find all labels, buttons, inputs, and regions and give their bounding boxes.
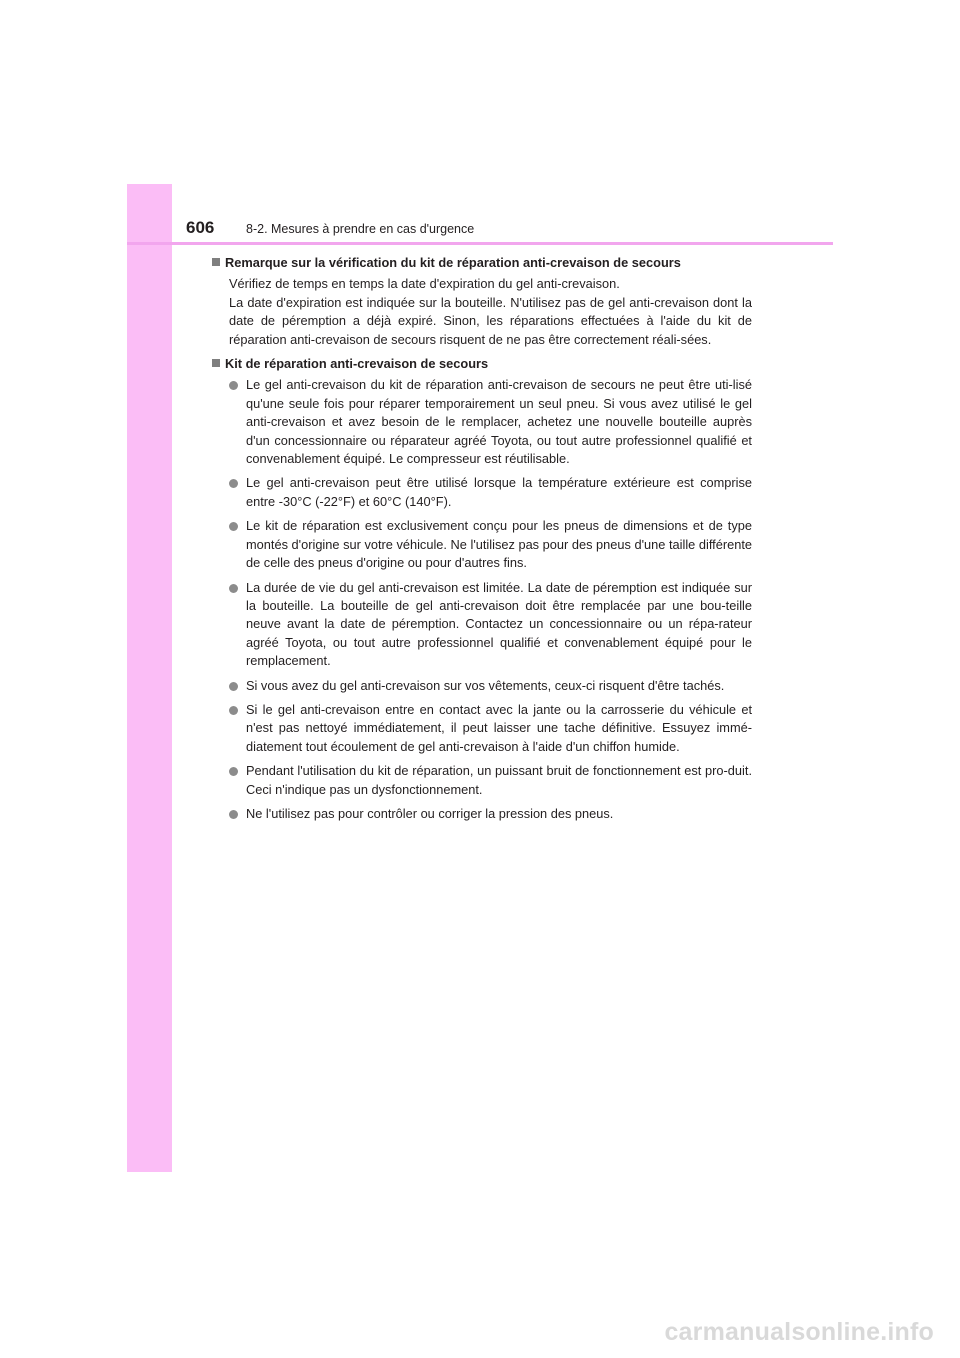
square-bullet-icon bbox=[212, 258, 220, 266]
circle-bullet-icon bbox=[229, 381, 238, 390]
paragraph: Vérifiez de temps en temps la date d'expiration du gel anti-crevaison. bbox=[229, 276, 620, 292]
list-item-text: Ne l'utilisez pas pour contrôler ou corriger la pression des pneus. bbox=[246, 805, 614, 821]
circle-bullet-icon bbox=[229, 767, 238, 776]
list-item bbox=[212, 701, 752, 756]
list-item-text: Le gel anti-crevaison peut être utilisé lorsque la température extérieure est comprise entre -30°C (-22°F) et 60°C (140°F). bbox=[246, 475, 752, 509]
circle-bullet-icon bbox=[229, 706, 238, 715]
page-content bbox=[212, 254, 752, 829]
page-number: 606 bbox=[186, 218, 215, 237]
list-item-text: Pendant l'utilisation du kit de réparation, un puissant bruit de fonctionnement est pro-duit. Ceci n'indique pas un dysfonctionnement. bbox=[246, 763, 752, 797]
list-item-text: La durée de vie du gel anti-crevaison est limitée. La date de péremption est indiquée sur la bouteille. La bouteille de gel anti-crevaison doit être remplacée par une bou-teille neuve avant la date de péremption. Contactez un concessionnaire ou un répa-rateur agréé Toyota, ou tout autre professionnel qualifié et convenablement équipé pour le remplacement. bbox=[246, 579, 752, 669]
section-heading-text: Kit de réparation anti-crevaison de secours bbox=[225, 356, 489, 372]
paragraph: La date d'expiration est indiquée sur la bouteille. N'utilisez pas de gel anti-crevaison dont la date de péremption a déjà expiré. Sinon, les réparations effectuées à l'aide du kit de réparation anti-crevaison de secours risquent de ne pas être correctement réali-sées. bbox=[229, 294, 752, 347]
circle-bullet-icon bbox=[229, 522, 238, 531]
list-item bbox=[212, 376, 752, 468]
circle-bullet-icon bbox=[229, 682, 238, 691]
header-divider bbox=[127, 242, 833, 245]
circle-bullet-icon bbox=[229, 584, 238, 593]
list-item bbox=[212, 677, 752, 695]
circle-bullet-icon bbox=[229, 810, 238, 819]
square-bullet-icon bbox=[212, 359, 220, 367]
list-item bbox=[212, 474, 752, 511]
list-item bbox=[212, 517, 752, 572]
section-kit-check-note bbox=[212, 254, 752, 349]
list-item-text: Si le gel anti-crevaison entre en contact avec la jante ou la carrosserie du véhicule et n'est pas nettoyé immédiatement, il peut laisser une tache définitive. Essuyez immé-diatement tout écoulement de gel anti-crevaison à l'aide d'un chiffon humide. bbox=[246, 701, 752, 754]
chapter-title: 8-2. Mesures à prendre en cas d'urgence bbox=[246, 222, 475, 236]
section-heading bbox=[212, 254, 752, 272]
section-repair-kit bbox=[212, 355, 752, 823]
list-item bbox=[212, 762, 752, 799]
section-heading-text: Remarque sur la vérification du kit de réparation anti-crevaison de secours bbox=[225, 255, 681, 270]
side-color-band bbox=[127, 184, 172, 1172]
watermark-text: carmanualsonline.info bbox=[664, 1318, 934, 1346]
list-item bbox=[212, 805, 752, 823]
list-item-text: Si vous avez du gel anti-crevaison sur vos vêtements, ceux-ci risquent d'être tachés. bbox=[246, 677, 725, 693]
list-item-text: Le kit de réparation est exclusivement conçu pour les pneus de dimensions et de type montés d'origine sur votre véhicule. Ne l'utilisez pas pour des pneus d'une taille différente de celle des pneus d'origine ou pour d'autres fins. bbox=[246, 518, 752, 571]
list-item-text: Le gel anti-crevaison du kit de réparation anti-crevaison de secours ne peut être uti-lisé qu'une seule fois pour réparer temporairement un seul pneu. Si vous avez utilisé le gel anti-crevaison et avez besoin de le remplacer, achetez une nouvelle bouteille auprès d'un concessionnaire ou réparateur agréé Toyota, ou tout autre professionnel qualifié et convenablement équipé. Le compresseur est réutilisable. bbox=[246, 377, 752, 467]
section-heading bbox=[212, 355, 752, 373]
list-item bbox=[212, 579, 752, 671]
circle-bullet-icon bbox=[229, 479, 238, 488]
